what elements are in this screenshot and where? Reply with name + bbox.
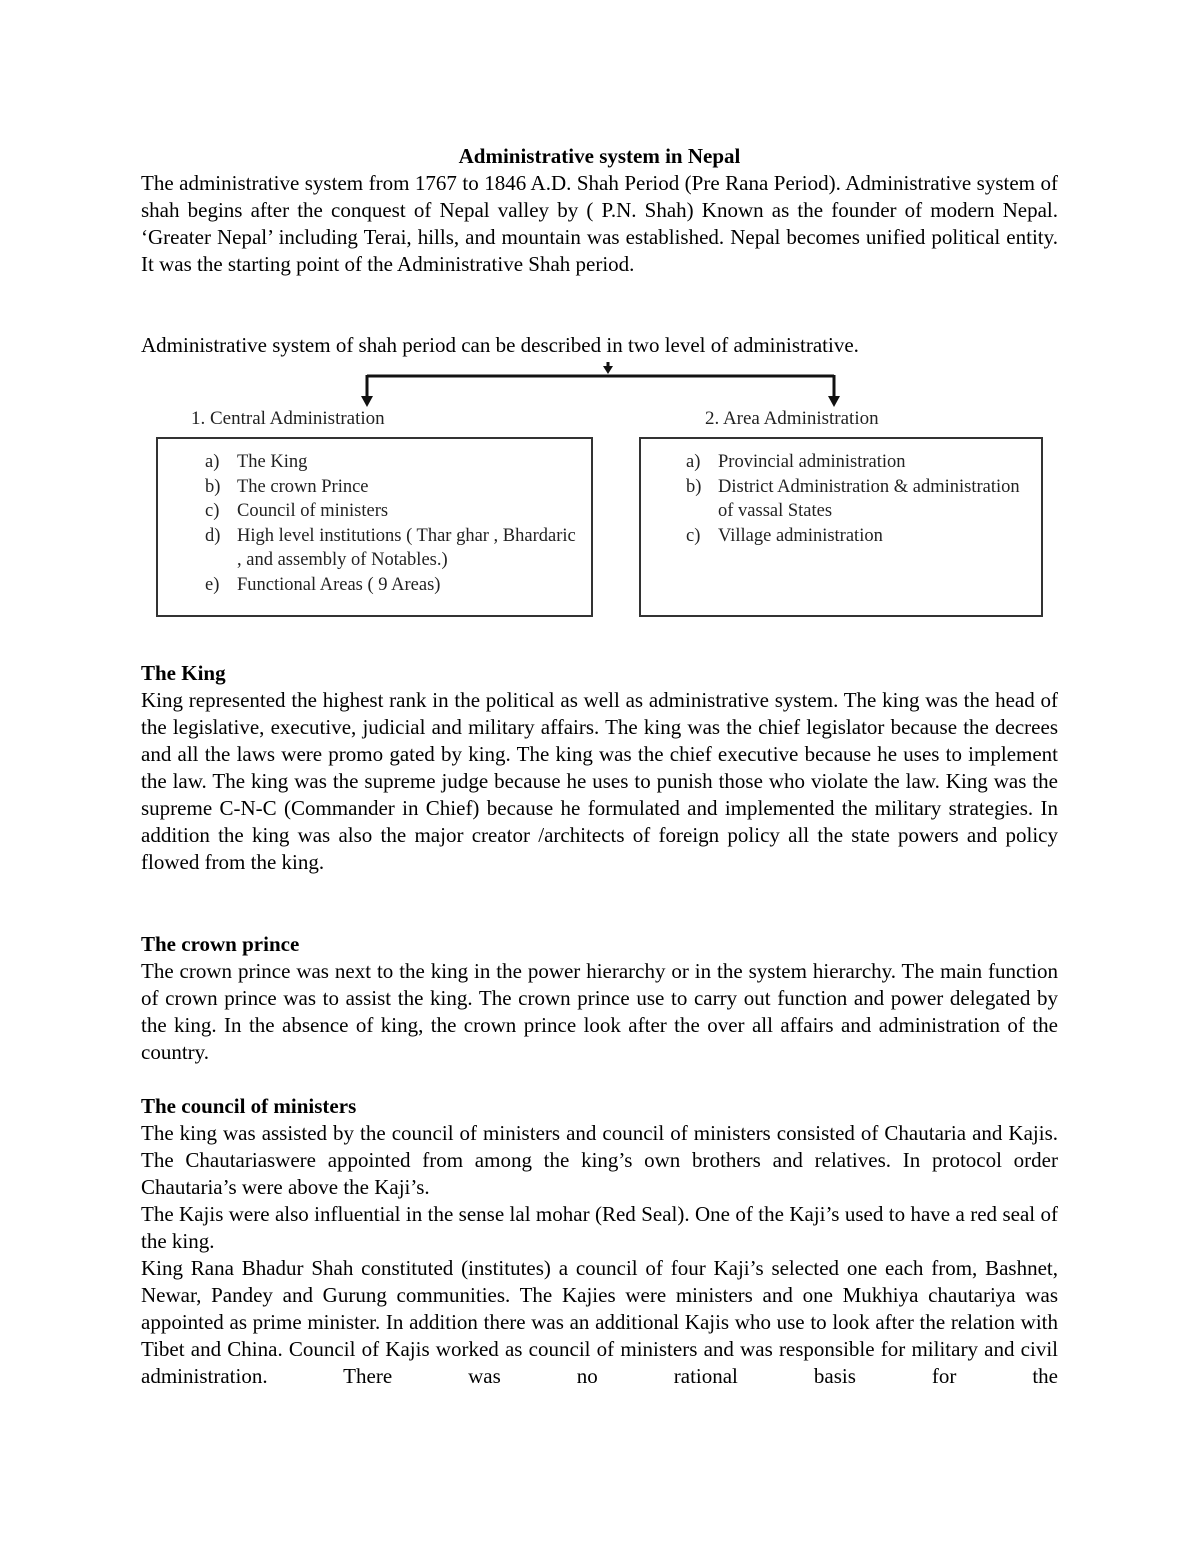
document-title: Administrative system in Nepal bbox=[458, 144, 741, 168]
section-heading: The council of ministers bbox=[141, 1094, 357, 1118]
area-admin-box bbox=[639, 437, 1043, 617]
list-item: a) Provincial administration bbox=[686, 452, 906, 472]
list-item: a) The King bbox=[205, 452, 308, 472]
list-item: b) The crown Prince bbox=[205, 476, 369, 497]
section-body: King represented the highest rank in the political as well as administrative system. The king was the head of the legislative, executive, judicial and military affairs. The king was the chief legislator because the decrees and all the laws were promo gated by king. The king was the chief executive because he uses to implement the law. The king was the supreme judge because he uses to punish those who violate the law. King was the supreme C-N-C (Commander in Chief) because he formulated and implemented the military strategies. In addition the king was also the major creator /architects of foreign policy all the state powers and policy flowed from the king. bbox=[141, 688, 1058, 874]
section-heading: The crown prince bbox=[141, 932, 300, 956]
section-crown-prince bbox=[141, 931, 1058, 1066]
list-item: b) District Administration & administration of vassal States bbox=[686, 476, 1020, 521]
diagram-connectors bbox=[0, 0, 1200, 420]
list-item: c) Council of ministers bbox=[205, 501, 389, 521]
levels-sentence: Administrative system of shah period can be described in two level of administrative. bbox=[141, 333, 859, 357]
arrow-down-icon bbox=[603, 366, 613, 374]
section-king bbox=[141, 660, 1058, 876]
section-body: The Kajis were also influential in the sense lal mohar (Red Seal). One of the Kaji’s used to have a red seal of the king. bbox=[141, 1202, 1058, 1253]
section-body: The king was assisted by the council of ministers and council of ministers consisted of Chautaria and Kajis. The Chautariaswere appointed from among the king’s own brothers and relatives. In protocol order Chautaria’s were above the Kaji’s. bbox=[141, 1121, 1058, 1199]
area-admin-label: 2. Area Administration bbox=[705, 408, 879, 429]
list-item: e) Functional Areas ( 9 Areas) bbox=[205, 574, 441, 595]
central-admin-label: 1. Central Administration bbox=[191, 408, 385, 429]
section-body: King Rana Bhadur Shah constituted (institutes) a council of four Kaji’s selected one each from, Bashnet, Newar, Pandey and Gurung communities. The Kajies were ministers and one Mukhiya chautariya was appointed as prime minister. In addition there was an additional Kajis who use to look after the relation with Tibet and China. Council of Kajis worked as council of ministers and was responsible for military and civil administration. There was no rational basis for the bbox=[141, 1256, 1058, 1388]
section-body: The crown prince was next to the king in the power hierarchy or in the system hierarchy. The main function of crown prince was to assist the king. The crown prince use to carry out function and power delegated by the king. In the absence of king, the crown prince look after the over all affairs and administration of the country. bbox=[141, 959, 1058, 1064]
intro-paragraph: The administrative system from 1767 to 1846 A.D. Shah Period (Pre Rana Period). Administrative system of shah begins after the conquest of Nepal valley by ( P.N. Shah) Known as the founder of modern Nepal. ‘Greater Nepal’ including Terai, hills, and mountain was established. Nepal becomes unified political entity. It was the starting point of the Administrative Shah period. bbox=[141, 171, 1058, 276]
arrow-down-icon bbox=[361, 396, 373, 407]
section-council bbox=[141, 1093, 1058, 1390]
arrow-down-icon bbox=[828, 396, 840, 407]
section-heading: The King bbox=[141, 661, 226, 685]
central-admin-box bbox=[156, 437, 593, 617]
list-item: c) Village administration bbox=[686, 525, 883, 546]
list-item: d) High level institutions ( Thar ghar , Bhardaric , and assembly of Notables.) bbox=[205, 525, 576, 570]
